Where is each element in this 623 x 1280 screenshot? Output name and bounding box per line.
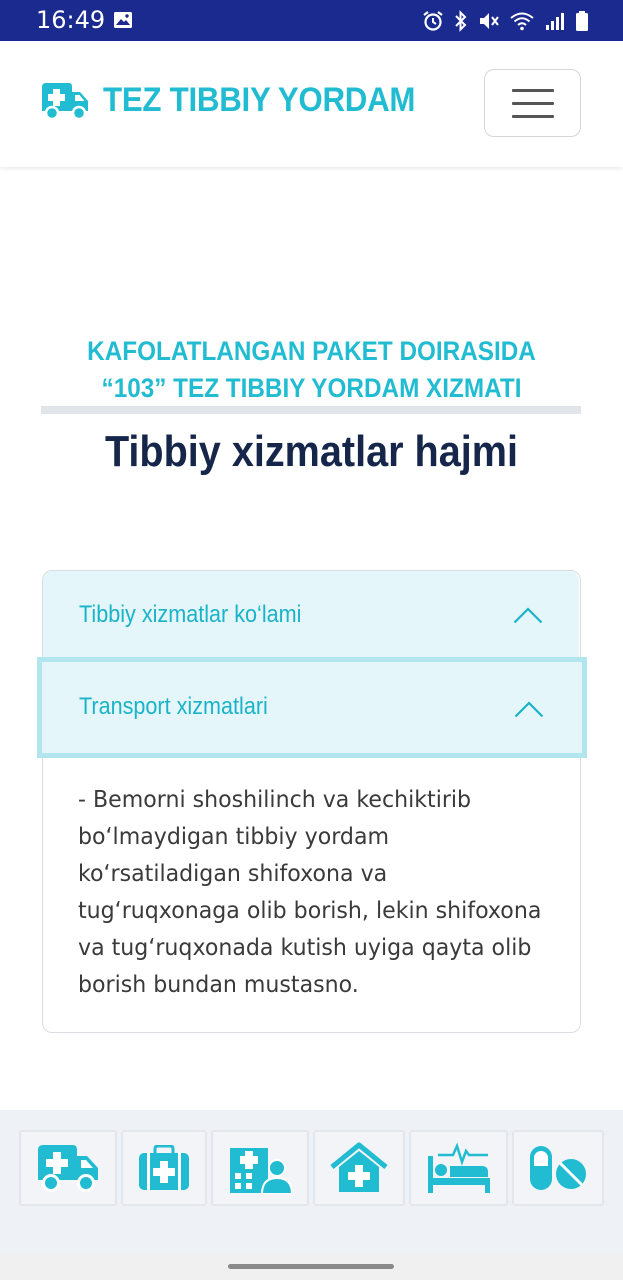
status-time: 16:49 [36,6,106,34]
home-gesture-bar[interactable] [228,1264,394,1269]
menu-button[interactable] [484,69,581,137]
gallery-icon [113,11,133,29]
subtitle-line-2: “103” TEZ TIBBIY YORDAM XIZMATI [101,373,522,403]
subtitle-line-1: KAFOLATLANGAN PAKET DOIRASIDA [87,336,536,366]
signal-icon [544,10,566,32]
app-header [0,41,623,167]
wifi-icon [509,10,535,32]
nav-first-aid[interactable] [121,1130,207,1206]
chevron-up-icon[interactable] [513,606,543,624]
nav-hospital-bed[interactable] [409,1130,508,1206]
hospital-doctor-icon [228,1142,292,1194]
bottom-nav [0,1110,623,1253]
home-care-icon [329,1142,389,1194]
mute-icon [478,10,500,32]
page-title: Tibbiy xizmatlar hajmi [104,427,518,476]
alarm-icon [422,10,444,32]
section-subtitle [0,333,623,407]
divider [41,406,581,414]
gesture-area [0,1253,623,1280]
accordion-header-transport[interactable] [37,657,587,758]
nav-hospital-doctor[interactable] [211,1130,309,1206]
accordion-label: Tibbiy xizmatlar ko‘lami [79,601,302,628]
pills-icon [528,1142,588,1194]
accordion-body-transport [78,781,548,1003]
ambulance-icon[interactable] [40,81,90,121]
first-aid-kit-icon [138,1145,190,1191]
ambulance-icon [36,1142,100,1194]
accordion-label: Transport xizmatlari [79,693,268,720]
accordion-body-text: - Bemorni shoshilinch va kechiktirib bo‘lmaydigan tibbiy yordam ko‘rsatiladigan shifoxona va tug‘ruqxonaga olib borish, lekin shifoxona va tug‘ruqxonada kutish uyiga qayta olib borish bundan mustasno. [78,785,542,998]
chevron-up-icon[interactable] [514,700,544,718]
accordion-header-services-scope[interactable] [43,571,579,659]
status-bar [0,0,623,41]
services-accordion [42,570,581,1033]
brand-title[interactable]: TEZ TIBBIY YORDAM [103,81,416,119]
nav-ambulance[interactable] [19,1130,117,1206]
hamburger-icon [512,89,554,92]
nav-pills[interactable] [512,1130,604,1206]
battery-icon [575,10,589,32]
bluetooth-icon [453,10,469,32]
hospital-bed-icon [426,1142,492,1194]
nav-home-care[interactable] [313,1130,405,1206]
